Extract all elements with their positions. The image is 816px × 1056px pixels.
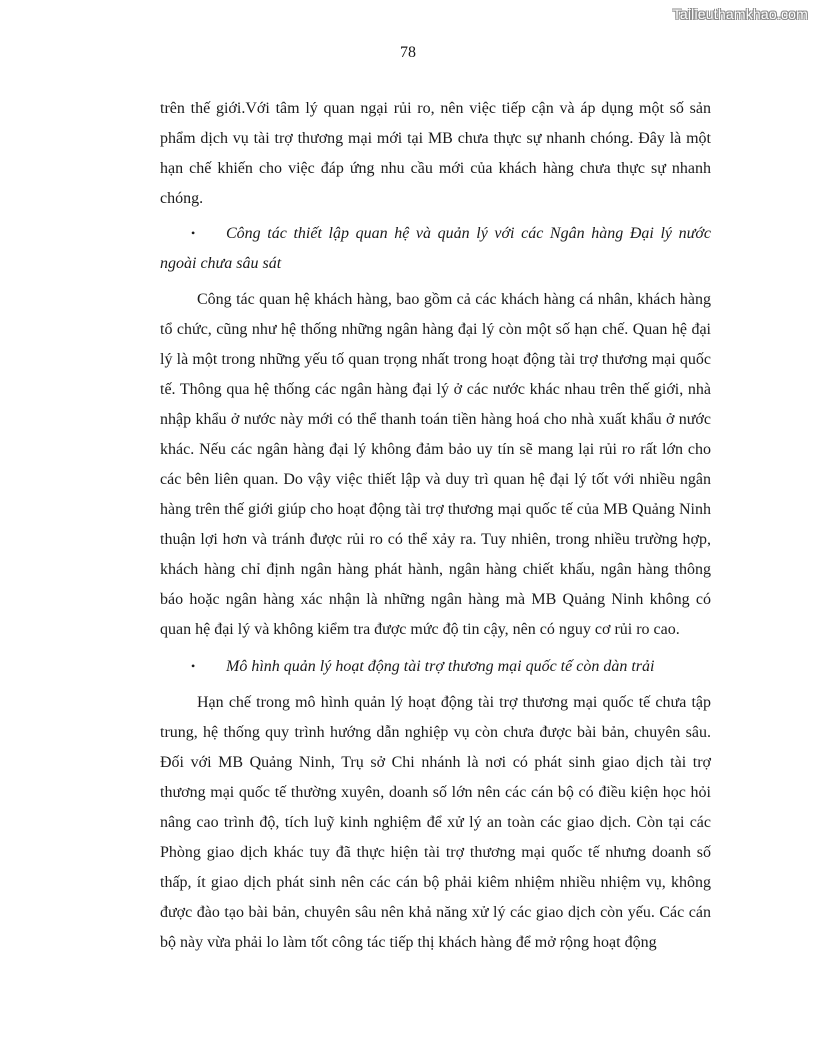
page-number: 78 bbox=[400, 44, 416, 61]
paragraph-customer-relations: Công tác quan hệ khách hàng, bao gồm cả các khách hàng cá nhân, khách hàng tổ chức, cũng như hệ thống những ngân hàng đại lý còn một số hạn chế. Quan hệ đại lý là một trong những yếu tố quan trọng nhất trong hoạt động tài trợ thương mại quốc tế. Thông qua hệ thống các ngân hàng đại lý ở các nước khác nhau trên thế giới, nhà nhập khẩu ở nước này mới có thể thanh toán tiền hàng hoá cho nhà xuất khẩu ở nước khác. Nếu các ngân hàng đại lý không đảm bảo uy tín sẽ mang lại rủi ro rất lớn cho các bên liên quan. Do vậy việc thiết lập và duy trì quan hệ đại lý tốt với nhiều ngân hàng trên thế giới giúp cho hoạt động tài trợ thương mại quốc tế của MB Quảng Ninh thuận lợi hơn và tránh được rủi ro có thể xảy ra. Tuy nhiên, trong nhiều trường hợp, khách hàng chỉ định ngân hàng phát hành, ngân hàng chiết khấu, ngân hàng thông báo hoặc ngân hàng xác nhận là những ngân hàng mà MB Quảng Ninh không có quan hệ đại lý và không kiểm tra được mức độ tin cậy, nên có nguy cơ rủi ro cao. bbox=[160, 291, 711, 638]
document-body bbox=[160, 94, 711, 964]
paragraph-management-limits: Hạn chế trong mô hình quản lý hoạt động tài trợ thương mại quốc tế chưa tập trung, hệ thống quy trình hướng dẫn nghiệp vụ còn chưa được bài bản, chuyên sâu. Đối với MB Quảng Ninh, Trụ sở Chi nhánh là nơi có phát sinh giao dịch tài trợ thương mại quốc tế thường xuyên, doanh số lớn nên các cán bộ có điều kiện học hỏi nâng cao trình độ, tích luỹ kinh nghiệm để xử lý an toàn các giao dịch. Còn tại các Phòng giao dịch khác tuy đã thực hiện tài trợ thương mại quốc tế nhưng doanh số thấp, ít giao dịch phát sinh nên các cán bộ phải kiêm nhiệm nhiều nhiệm vụ, không được đào tạo bài bản, chuyên sâu nên khả năng xử lý các giao dịch còn yếu. Các cán bộ này vừa phải lo làm tốt công tác tiếp thị khách hàng để mở rộng hoạt động bbox=[160, 694, 711, 951]
bullet-heading-management-model bbox=[160, 651, 711, 682]
bullet-icon bbox=[160, 651, 226, 681]
watermark: Tailieuthamkhao.com bbox=[672, 6, 808, 22]
bullet-heading-text: Công tác thiết lập quan hệ và quản lý với các Ngân hàng Đại lý nước ngoài chưa sâu sát bbox=[160, 225, 711, 272]
bullet-heading-text: Mô hình quản lý hoạt động tài trợ thương mại quốc tế còn dàn trải bbox=[226, 658, 655, 675]
bullet-icon bbox=[160, 218, 226, 248]
bullet-heading-agent-banks bbox=[160, 218, 711, 279]
paragraph-continuation: trên thế giới.Với tâm lý quan ngại rủi ro, nên việc tiếp cận và áp dụng một số sản phẩm dịch vụ tài trợ thương mại mới tại MB chưa thực sự nhanh chóng. Đây là một hạn chế khiến cho việc đáp ứng nhu cầu mới của khách hàng chưa thực sự nhanh chóng. bbox=[160, 100, 711, 207]
